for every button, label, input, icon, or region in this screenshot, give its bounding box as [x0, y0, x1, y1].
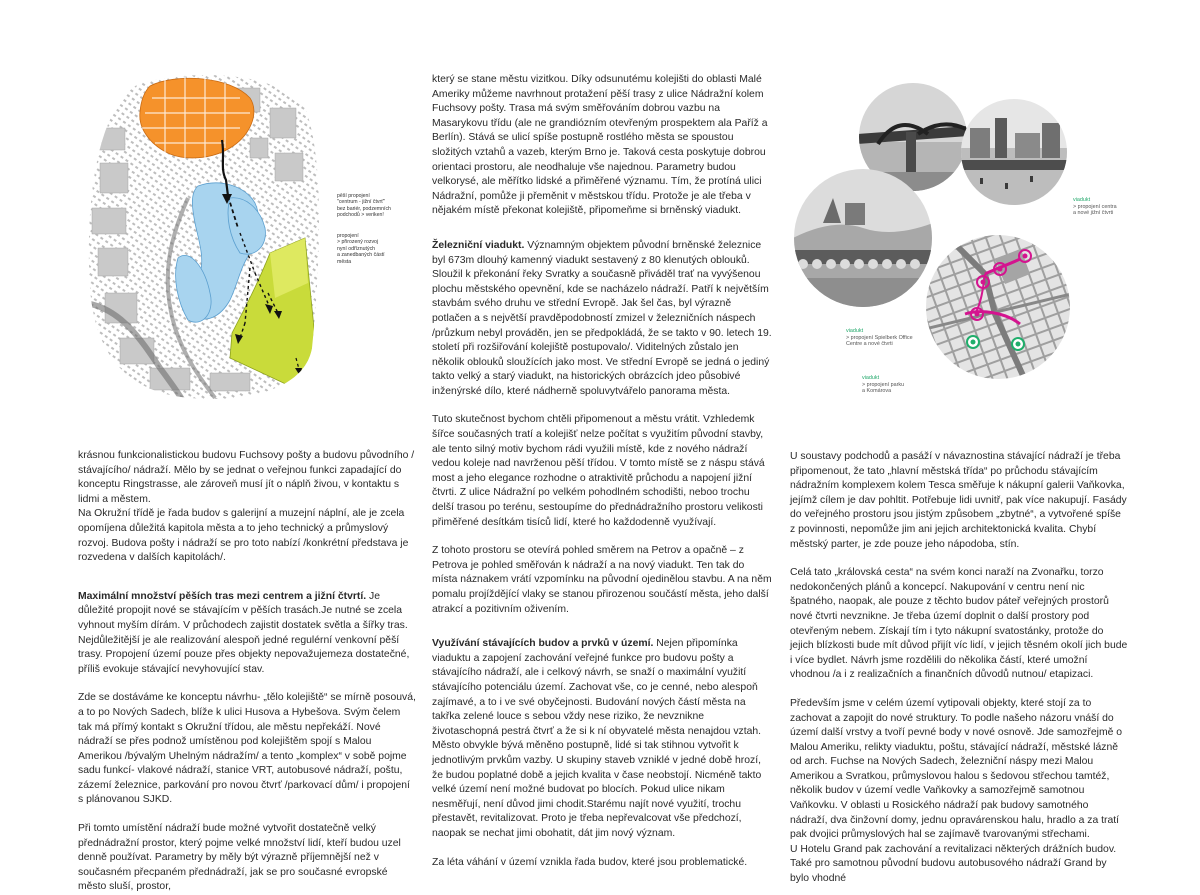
- circle-label-2: viadukt > propojení Spielberk Office Centre a nové čtvrti: [846, 328, 913, 348]
- text-column-left: [78, 449, 416, 895]
- paragraph: krásnou funkcionalistickou budovu Fuchsovy pošty a budovu původního / stávajícího/ nádraží. Mělo by se jednat o veřejnou funkci zapadající do konceptu Ringstrasse, ale zároveň musí jít o náplň živou, v kontaktu s lidmi a městem. Na Okružní třídě je řada budov s galerijní a muzejní náplní, ale je zcela opomíjena důležitá kapitola města a to jeho technický a průmyslový rozvoj. Budova pošty i nádraží se pro toto nabízí /konkrétní představa je rozvedena v dalších kapitolách/.: [78, 450, 415, 564]
- paragraph: Železniční viadukt. Významným objektem původní brněnské železnice byl 673m dlouhý kamenný viadukt sestavený z 80 klenutých oblouků. Sloužil k překonání řeky Svratky a současně přiváděl trať na vyvýšenou plochu městského opevnění, kde se nacházelo nádraží. Patří k největším stavbám svého druhu ve střední Evropě. Jak šel čas, byl výrazně potlačen a s největší pravděpodobností zmizel v železničních náspech /průzkum nebyl prováděn, jen se předpokládá, že se takto v 90. letech 19. století při rozšiřování kolejiště postupovalo/. Viditelných zůstalo jen několik oblouků sloužících jako most. Ve střední Evropě se jedná o jediný takto velký a starý viadukt, na historických obrázcích jdeo působivé inženýrské dílo, které nádherně spoluvytvářelo panorama města.: [432, 239, 772, 397]
- historic-photo-city: [960, 98, 1068, 206]
- viaduct-location-map: [925, 234, 1071, 380]
- paragraph: Celá tato „královská cesta“ na svém konci naraží na Zvonařku, torzo nedokončených plánů a koncepcí. Nakupování v centru není nic špatného, naopak, ale pouze z těchto budov páteř veřejných prostorů nové čtvrti nevznikne. Je třeba území doplnit o další prostory pod otevřeným nebem. Získají tím i tyto nákupní svatostánky, protože do jejich blízkosti bude mít důvod přijít víc lidí, v jejich těsném okolí jich bude i více bydlet. Návrh jsme rozdělili do několika částí, které umožní vhodnou /a i z realizačních a finančních důvodů nutnou/ etapizaci.: [790, 567, 1128, 681]
- paragraph: Z tohoto prostoru se otevírá pohled směrem na Petrov a opačně – z Petrova je pohled směřován k nádraží a na nový viadukt. Ten tak do místa náznakem vrátí vzpomínku na původní ojedinělou stavbu. A na něm pomalu projíždějící vlaky se stanou přirozenou součástí města, jeho další atrakcí a pozitivním oživením.: [432, 545, 772, 615]
- paragraph: Tuto skutečnost bychom chtěli připomenout a městu vrátit. Vzhledemk šířce současných tratí a kolejišť nelze počítat s využitím původní stavby, ale tento silný motiv bychom rádi využili místě, kde z nového nádraží vedou koleje nad navrženou pěší třídou. V tomto místě se z náspu stává most a jeho elegance rozhodne o atraktivitě průchodu a napojení jižní čtvrti. Z ulice Nádražní po velkém pohodlném schodišti, neboo trochu delší trasou po terénu, sestoupíme do přednádražního prostoru velikosti přiměřené desítkám tisíců lidí, které ho každodenně využívají.: [432, 414, 765, 528]
- map-label-propojeni: propojení > přirozený rozvoj nyní odříznutých a zanedbaných částí města: [337, 233, 385, 265]
- section-heading: Využívání stávajících budov a prvků v území.: [432, 638, 654, 650]
- paragraph: který se stane městu vizitkou. Díky odsunutému kolejišti do oblasti Malé Ameriky můžeme navrhnout protažení pěší trasy z ulice Nádražní kolem Fuchsovy pošty. Trasa má svým směřováním dobrou vazbu na Masarykovu třídu (ale ne grandiózním otevřeným prospektem ala Paříž a Berlín). Stává se ulicí spíše postupně rostlého města se spoustou složitých vztahů a vazeb, kterým Brno je. Taková cesta poskytuje dobrou orientaci prostoru, ale neodhaluje vše najednou. Parametry budou velkorysé, ale měřítko lidské a přiměřené významu. Tím, že protíná ulici Nádražní, pomůže ji přeměnit v městskou třídu. Protože je ale třeba v nějakém místě překonat kolejiště, připomeňme si brněnský viadukt.: [432, 74, 768, 217]
- section-heading: Maximální množství pěších tras mezi centrem a jižní čtvrtí.: [78, 590, 367, 602]
- circle-label-1: viadukt > propojení centra a nové jižní čtvrti: [1073, 197, 1117, 217]
- paragraph: U soustavy podchodů a pasáží v návaznostina stávající nádraží je třeba připomenout, že tato „hlavní městská třída“ po průchodu stávajícím nádražním komplexem kolem Tesca směřuje k nákupní galerii Vaňkovka, jejímž cílem je dav pohltit. Potřebuje lidi uvnitř, pak více nakupují. Fasády do veřejného prostoru jsou jistým způsobem „zbytné“, a vytvořené spíše z povinnosti, nepomůže jim ani jejich architektonická kvalita. Chybí městský parter, je zde pouze jeho nápodoba, stín.: [790, 451, 1127, 550]
- paragraph: Za léta váhání v území vznikla řada budov, které jsou problematické.: [432, 856, 748, 868]
- map-label-pedestrian: pěší propojení "centrum - jižní čtvrť" bez bariér, podzemních podchodů > veriken!: [337, 193, 391, 219]
- paragraph: Maximální množství pěších tras mezi centrem a jižní čtvrtí. Je důležité propojit nové se stávajícím v pěších trasách.Je nutné se zcela vyhnout myším dírám. V průchodech zajistit dostatek světla a šířky tras. Nejdůležitější je ale realizování alespoň jedné regulérní venkovní pěší trasy. Propojení území pouze přes objekty nepovažujemeza dostatečné, příliš evokuje stávající nevyhovující stav.: [78, 590, 410, 675]
- paragraph: Využívání stávajících budov a prvků v území. Nejen připomínka viaduktu a zapojení zachování veřejné funkce pro budovu pošty a stávajícího nádraží, ale i celkový návrh, se snaží o maximální využití stávajícího potenciálu území. Zachovat vše, co je cenné, nebo alespoň zajímavé, a to i ve své obyčejnosti. Budování nových částí města na takřka zelené louce s sebou vždy nese riziko, že nevznikne životaschopná pestrá čtvrť a že si k ní obyvatelé města nenajdou vztah. Město obvykle bývá měněno postupně, lidé si tak stihnou vytvořit k jednotlivým prvkům vazby. U skupiny staveb vzniklé v jedné době hrozí, že budou poplatné době a jejich kvalita v čase neobstojí. Nicméně takto velké území není možné budovat po blocích. Pokud ulice nikam nesměřují, není důvod jimi chodit.Starému najít nové využití, trochu přestavět, revitalizovat. Proto je třeba nepřevalcovat vše předchozí, naopak se nechat jimi obohatit, dát jim nový význam.: [432, 638, 762, 839]
- text-column-right: [790, 450, 1128, 887]
- urban-plan-map: [80, 68, 330, 408]
- historic-photo-viaduct: [793, 168, 933, 308]
- circle-label-3: viadukt > propojení parku a Komárova: [862, 375, 905, 395]
- paragraph: Především jsme v celém území vytipovali objekty, které stojí za to zachovat a zapojit do nové struktury. To podle našeho názoru vnáší do území další vrstvy a tvoří pevné body v nové osnově. Jde samozřejmě o Malou Ameriku, relikty viaduktu, poštu, stávající nádraží, městské lázně od arch. Fuchse na Nových Sadech, železniční náspy mezi Malou Amerikou a Svratkou, průmyslovou halou s šedovou střechou tamtéž, několik budov v území vedle Vaňkovky a samozřejmě samotnou Vaňkovku. V oblasti u Rosického nádraží pak budovy samotného nádraží, dva činžovní domy, jednu opravárenskou halu, hradlo a za tratí pak dvojici průmyslových hal se zajímavě tvarovanými střechami. U Hotelu Grand pak zachování a revitalizaci některých drážních budov. Také pro samotnou původní budovu autobusového nádraží Grand by bylo vhodné: [790, 697, 1123, 885]
- text-column-middle: [432, 73, 772, 870]
- paragraph: Zde se dostáváme ke konceptu návrhu- „tělo kolejiště“ se mírně posouvá, a to po Nových Sadech, blíže k ulici Husova a Hybešova. Svým čelem tak má přímý kontakt s Okružní třídou, ale městu nepřekáží. Nové nádraží se přes podnož umístěnou pod kolejištěm spojí s Malou Amerikou /bývalým Uhelným nádražím/ a tento „komplex“ v sobě pojme sadu funkcí- vlakové nádraží, stanice VRT, autobusové nádraží, poštu, zázemí železnice, parkování pro novou čtvrť /parkovací dům/ i propojení s plánovanou SJKD.: [78, 692, 416, 806]
- paragraph: Při tomto umístění nádraží bude možné vytvořit dostatečně velký přednádražní prostor, který pojme velké množství lidí, kteří budou uzel denně používat. Parametry by měly být výrazně příjemnější než v současném přecpaném přednádraží, jak se pro současné evropské město sluší, prostor,: [78, 823, 401, 893]
- section-heading: Železniční viadukt.: [432, 239, 525, 251]
